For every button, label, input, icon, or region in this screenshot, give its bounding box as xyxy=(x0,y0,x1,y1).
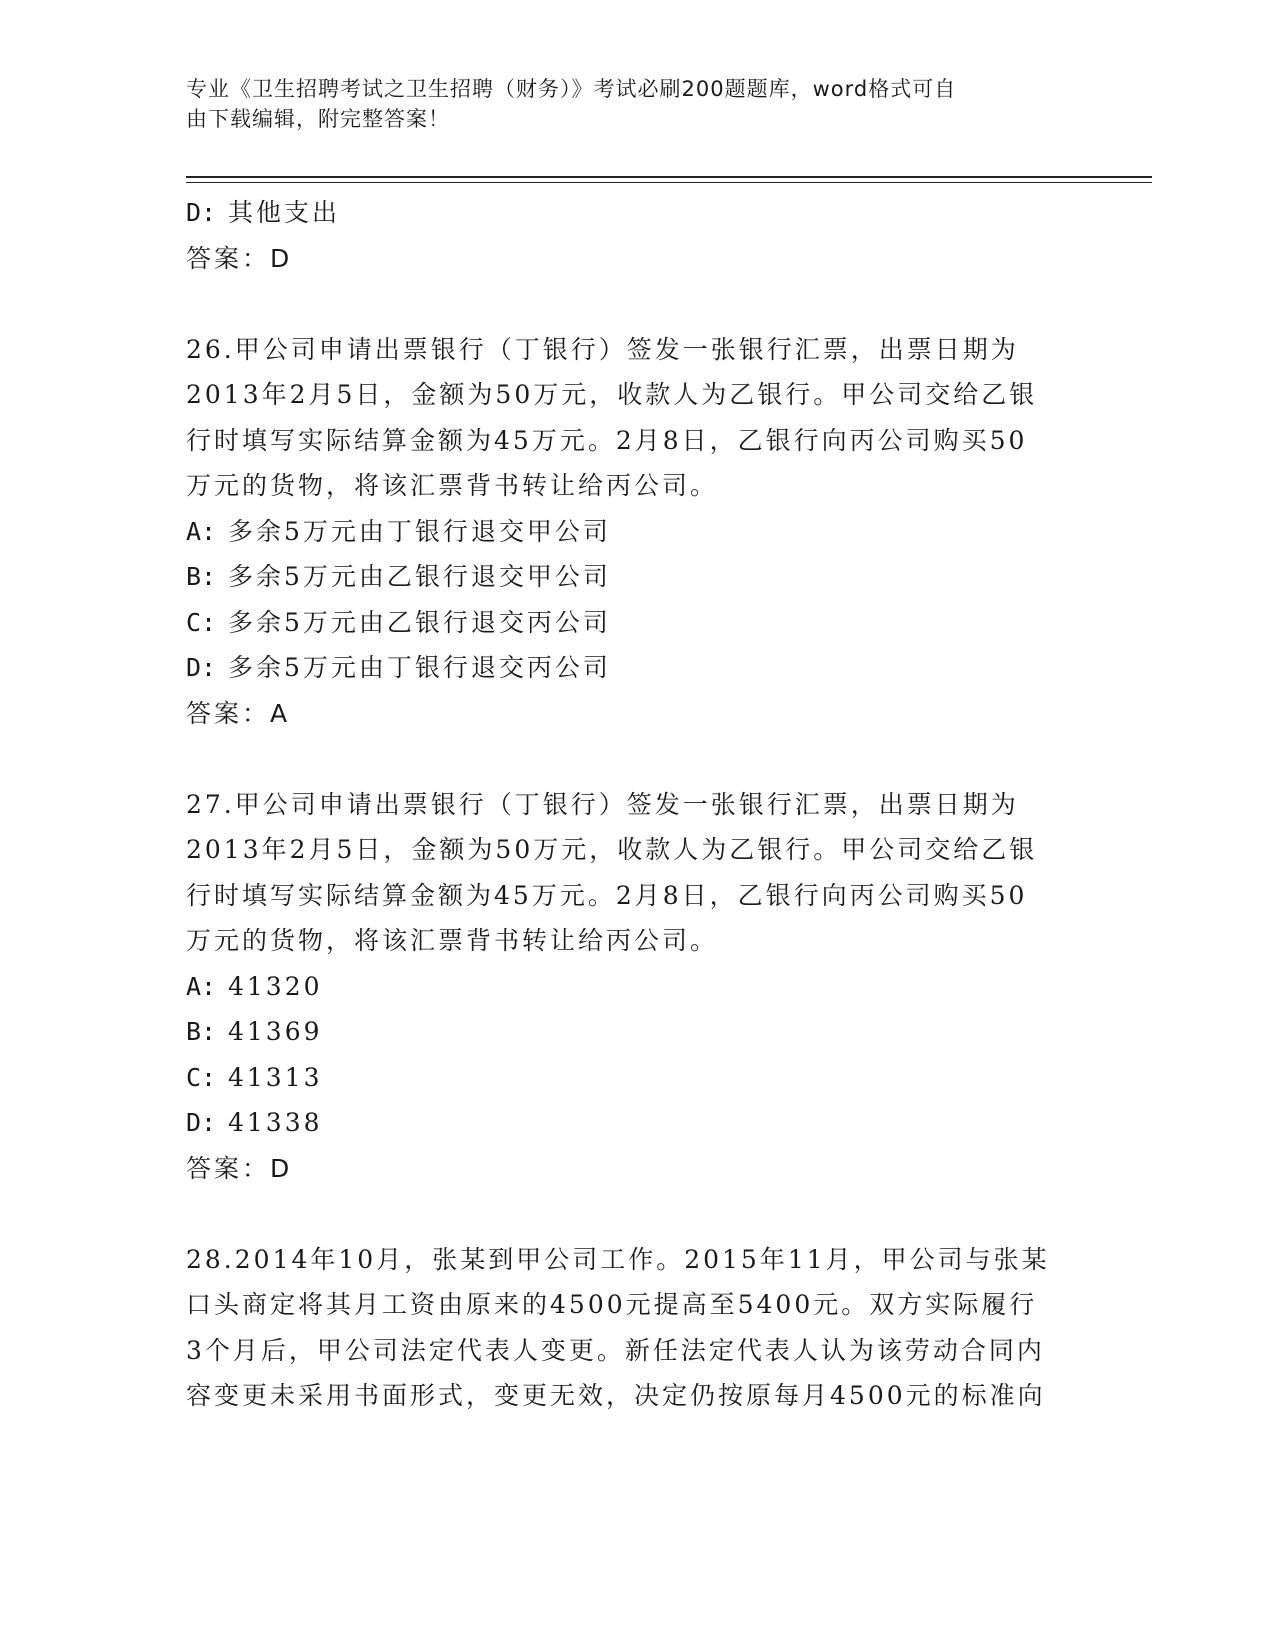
answer-line: 答案：D xyxy=(186,243,293,273)
option-row xyxy=(186,190,1076,236)
stem-line: 万元的货物，将该汇票背书转让给丙公司。 xyxy=(186,471,719,500)
document-body xyxy=(186,190,1076,1419)
option-text: 多余5万元由乙银行退交丙公司 xyxy=(228,607,611,637)
answer-line: 答案：D xyxy=(186,1153,293,1183)
spacer xyxy=(186,736,1076,782)
option-text: 其他支出 xyxy=(228,198,341,227)
stem-line: 行时填写实际结算金额为45万元。2月8日，乙银行向丙公司购买50 xyxy=(186,880,1028,910)
question-stem xyxy=(186,1237,1076,1419)
header-line-1: 专业《卫生招聘考试之卫生招聘（财务）》考试必刷200题题库，word格式可自 xyxy=(186,77,957,101)
option-row xyxy=(186,600,1076,646)
question-stem xyxy=(186,782,1076,964)
option-prefix: C: xyxy=(186,607,217,637)
option-prefix: D: xyxy=(186,653,217,682)
stem-line: 27.甲公司申请出票银行（丁银行）签发一张银行汇票，出票日期为 xyxy=(186,789,1019,819)
option-text: 多余5万元由丁银行退交丙公司 xyxy=(228,653,611,682)
page-header xyxy=(186,74,1076,134)
stem-line: 26.甲公司申请出票银行（丁银行）签发一张银行汇票，出票日期为 xyxy=(186,334,1019,364)
header-divider-thick xyxy=(186,176,1152,178)
header-line-2: 由下载编辑，附完整答案！ xyxy=(186,107,450,131)
stem-line: 28.2014年10月，张某到甲公司工作。2015年11月，甲公司与张某 xyxy=(186,1244,1050,1274)
option-text: 41369 xyxy=(228,1017,323,1046)
stem-line: 2013年2月5日，金额为50万元，收款人为乙银行。甲公司交给乙银 xyxy=(186,835,1038,864)
option-prefix: A: xyxy=(186,971,217,1001)
answer-line: 答案：A xyxy=(186,698,291,728)
option-row xyxy=(186,509,1076,555)
option-row xyxy=(186,645,1076,691)
stem-line: 容变更未采用书面形式，变更无效，决定仍按原每月4500元的标准向 xyxy=(186,1381,1046,1410)
option-prefix: C: xyxy=(186,1062,217,1092)
stem-line: 口头商定将其月工资由原来的4500元提高至5400元。双方实际履行 xyxy=(186,1290,1038,1319)
option-prefix: D: xyxy=(186,1108,217,1137)
header-divider-thin xyxy=(186,182,1152,183)
spacer xyxy=(186,281,1076,327)
option-text: 41313 xyxy=(228,1062,323,1092)
option-row xyxy=(186,1009,1076,1055)
spacer xyxy=(186,1191,1076,1237)
stem-line: 万元的货物，将该汇票背书转让给丙公司。 xyxy=(186,926,719,955)
option-text: 41338 xyxy=(228,1108,323,1137)
option-prefix: B: xyxy=(186,562,217,591)
option-prefix: B: xyxy=(186,1017,217,1046)
stem-line: 行时填写实际结算金额为45万元。2月8日，乙银行向丙公司购买50 xyxy=(186,425,1028,455)
option-row xyxy=(186,964,1076,1010)
option-text: 多余5万元由丁银行退交甲公司 xyxy=(228,516,611,546)
option-row xyxy=(186,1055,1076,1101)
stem-line: 2013年2月5日，金额为50万元，收款人为乙银行。甲公司交给乙银 xyxy=(186,380,1038,409)
option-text: 41320 xyxy=(228,971,323,1001)
option-row xyxy=(186,554,1076,600)
option-text: 多余5万元由乙银行退交甲公司 xyxy=(228,562,611,591)
stem-line: 3个月后，甲公司法定代表人变更。新任法定代表人认为该劳动合同内 xyxy=(186,1335,1045,1365)
option-row xyxy=(186,1100,1076,1146)
option-prefix: D: xyxy=(186,198,217,227)
question-stem xyxy=(186,327,1076,509)
option-prefix: A: xyxy=(186,516,217,546)
